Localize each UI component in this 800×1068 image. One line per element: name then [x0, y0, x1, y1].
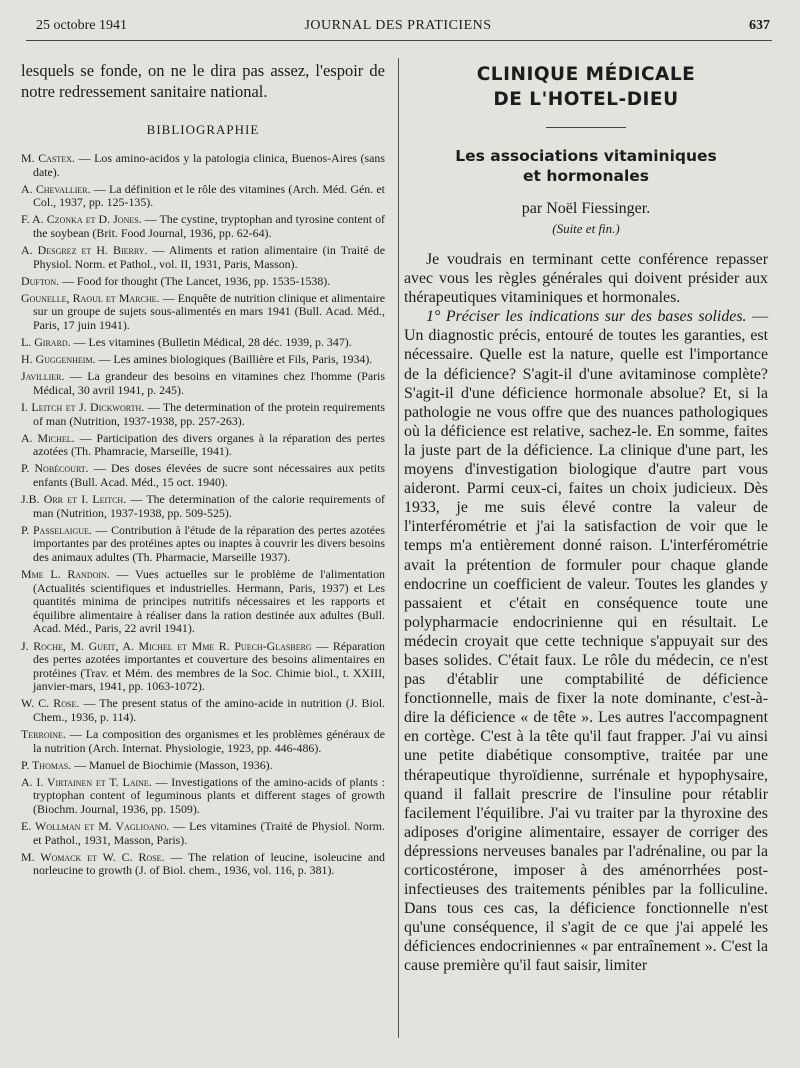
body-paragraph-1: Je voudrais en terminant cette conférence repasser avec vous les règles générales qui doivent présider aux thérapeutiques vitaminiques et hormonales.: [404, 251, 768, 307]
entry-text: — Investigations of the amino-acids of plants : tryptophan content of leguminous plants et different stages of growth (Biochm. Journal, 1936, pp. 1509).: [33, 774, 385, 817]
section-title-line1: CLINIQUE MÉDICALE: [476, 64, 696, 85]
bibliography-entry: [21, 493, 385, 520]
entry-author: Dufton.: [21, 273, 60, 288]
entry-author: A. Michel.: [21, 430, 75, 445]
bibliography-entry: [21, 336, 385, 350]
entry-text: — Los amino-acidos y la patologia clinica, Buenos-Aires (sans date).: [33, 151, 385, 179]
entry-text: — Participation des divers organes à la réparation des pertes azotées (Th. Phamracie, Marseille, 1941).: [33, 430, 385, 459]
entry-text: — Les vitamines (Bulletin Médical, 28 déc. 1939, p. 347).: [70, 335, 352, 350]
entry-author: Mme L. Randoin.: [21, 567, 110, 582]
entry-text: — Aliments et ration alimentaire (in Traité de Physiol. Norm. et Pathol., vol. II, 1931, Paris, Masson).: [33, 243, 386, 271]
journal-title: JOURNAL DES PRATICIENS: [304, 18, 492, 33]
bibliography-entry: [21, 568, 385, 636]
bibliography-entry: [21, 370, 385, 397]
entry-text: — La grandeur des besoins en vitamines chez l'homme (Paris Médical, 30 avril 1941, p. 245).: [33, 369, 385, 397]
entry-text: — The present status of the amino-acide in nutrition (J. Biol. Chem., 1936, p. 114).: [33, 696, 385, 724]
bibliography-entry: [21, 292, 385, 333]
entry-author: L. Girard.: [21, 335, 71, 350]
entry-author: J.B. Orr et I. Leitch.: [21, 492, 127, 507]
issue-date: 25 octobre 1941: [36, 18, 127, 33]
body-paragraph-2: [404, 307, 768, 975]
entry-author: F. A. Czonka et D. Jones.: [21, 212, 142, 227]
bibliography-entry: [21, 462, 385, 489]
entry-author: P. Nobécourt.: [21, 461, 89, 476]
bibliography-title: BIBLIOGRAPHIE: [146, 122, 260, 137]
entry-text: — La définition et le rôle des vitamines (Arch. Méd. Gén. et Col., 1937, pp. 125-135).: [33, 181, 385, 210]
entry-text: — Vues actuelles sur le problème de l'alimentation (Actualités scientifiques et industrielles. Hermann, Paris, 1937) et Les quantités minima de principes nutritifs nécessaires et les rapports et équilibre alimentaire à réaliser dans la ration destinée aux adultes (Bull. Acad. Méd., Paris, 22 avril 1941).: [33, 567, 385, 636]
entry-author: H. Guggenheim.: [21, 352, 96, 367]
bibliography-entry: [21, 524, 385, 565]
entry-author: Gounelle, Raoul et Marche.: [21, 290, 160, 305]
section-title-line2: DE L'HOTEL-DIEU: [493, 89, 679, 110]
entry-author: A. Desgrez et H. Bierry.: [21, 243, 148, 258]
entry-author: E. Wollman et M. Vaglioano.: [21, 819, 170, 834]
bibliography-entry: [21, 244, 385, 271]
article-title-line2: et hormonales: [523, 167, 649, 185]
entry-text: — The relation of leucine, isoleucine and norleucine to growth (J. of Biol. chem., 1936, vol. 116, p. 381).: [33, 849, 386, 878]
bibliography-entry: [21, 353, 385, 367]
entry-text: — Food for thought (The Lancet, 1936, pp. 1535-1538).: [59, 273, 331, 288]
bibliography-entry: [21, 759, 385, 773]
continuation-note: (Suite et fin.): [552, 221, 620, 236]
bibliography-entry: [21, 776, 385, 817]
entry-text: — The determination of the calorie requirements of man (Nutrition, 1937-1938, pp. 509-525).: [33, 492, 385, 520]
bibliography-entry: [21, 183, 385, 210]
right-column: [404, 62, 768, 976]
entry-text: — Les vitamines (Traité de Physiol. Norm. et Pathol., 1931, Masson, Paris).: [33, 819, 386, 847]
entry-text: — Des doses élevées de sucre sont nécessaires aux petits enfants (Bull. Acad. Méd., 15 oct. 1940).: [33, 461, 386, 489]
bibliography-entry: [21, 401, 385, 428]
running-header: [26, 14, 770, 40]
column-divider: [398, 58, 399, 1038]
bibliography-entry: [21, 432, 385, 459]
entry-author: Terroine.: [21, 727, 66, 742]
bibliography-entry: [21, 820, 385, 847]
page-number: 637: [749, 18, 770, 33]
entry-text: — The determination of the protein requirements of man (Nutrition, 1937-1938, pp. 257-263).: [33, 400, 385, 428]
entry-author: I. Leitch et J. Dickworth.: [21, 400, 145, 414]
bibliography-entry: [21, 851, 385, 878]
entry-text: — The cystine, tryptophan and tyrosine content of the soybean (Brit. Food Journal, 1936, pp. 62-64).: [33, 212, 385, 240]
entry-author: A. Chevallier.: [21, 181, 91, 196]
article-title-line1: Les associations vitaminiques: [455, 147, 717, 165]
entry-text: — Réparation des pertes azotées importantes et couverture des besoins alimentaires en protéines (Trav. et Mém. des membres de la Soc. Chimie biol., t. XXIII, janvier-mars, 1941, pp. 1063-1072).: [33, 638, 385, 694]
entry-author: P. Passelaigue.: [21, 522, 92, 537]
entry-author: M. Castex.: [21, 151, 75, 165]
paragraph-text: — Un diagnostic précis, entouré de toutes les garanties, est nécessaire. Quelle est la nature, quelle est l'importance de la déficience? S'agit-il d'une avitaminose complète? S'agit-il d'une déficience hormonale absolue? Et, si la pathologie ne vous offre que des nuances pathologiques où la déficience est relative, sachez-le. En somme, faites la juste part de la déficience. La clinique d'une part, les moyens d'investigation biologique d'autre part vous aideront. Parmi ceux-ci, faites un choix judicieux. Dès 1933, je me suis élevé contre la valeur de l'interférométrie et j'ai la satisfaction de voir que le temps m'a entièrement donné raison. L'interférométrie avait la prétention de formuler pour chaque glande endocrine un coefficient de valeur. Toutes les glandes y passaient et c'était en conséquence toute une polypharmacie endocrinienne qui en résultait. Le médecin croyait que cette technique s'appuyait sur des bases solides. C'était faux. Le rôle du médecin, ce n'est pas d'établir une comptabilité de déficience fonctionnelle, mais de fixer la note dominante, c'est-à-dire la déficience « de tête ». Les autres l'accompagnent en cortège. C'est à la tête qu'il faut frapper. J'ai vu ainsi une petite diabétique consomptive, traitée par une thérapeutique thyroïdienne, surrénale et hypophysaire, quand il fallait prescrire de l'insuline pour rétablir facilement l'équilibre. J'ai vu traiter par la thyroxine des adiposes d'origine alimentaire, essayer de corriger des dépressions nerveuses banales par l'adrénaline, ou par la corticostérone, imposer à des aménorrhées post-infectieuses des traitements pénibles par la folliculine. Dans tous ces cas, la déficience fonctionnelle n'est qu'une conséquence, il s'agit de ce que j'ai appelé les déficiences endocriniennes « par entraînement ». C'est la cause première qu'il faut saisir, limiter: [404, 308, 768, 975]
bibliography-entry: [21, 213, 385, 240]
entry-author: A. I. Virtainen et T. Laine.: [21, 774, 152, 789]
intro-paragraph: lesquels se fonde, on ne le dira pas assez, l'espoir de notre redressement sanitaire national.: [21, 61, 385, 101]
entry-author: P. Thomas.: [21, 757, 72, 772]
bibliography-list: [21, 152, 385, 878]
entry-text: — Manuel de Biochimie (Masson, 1936).: [71, 757, 273, 772]
entry-author: J. Roche, M. Gueit, A. Michel et Mme R. Puech-Glasberg: [21, 638, 312, 653]
article-body: [404, 250, 768, 976]
bibliography-entry: [21, 697, 385, 724]
entry-author: Javillier.: [21, 369, 65, 384]
entry-text: — Enquête de nutrition clinique et alimentaire sur un groupe de sujets sous-alimentés en mars 1941 (Bull. Acad. Méd., Paris, 17 juin 1941).: [33, 290, 385, 333]
entry-author: M. Womack et W. C. Rose.: [21, 849, 165, 864]
bibliography-entry: [21, 152, 385, 179]
bibliography-entry: [21, 728, 385, 755]
article-author: par Noël Fiessinger.: [521, 200, 651, 217]
entry-author: W. C. Rose.: [21, 696, 80, 711]
bibliography-entry: [21, 275, 385, 289]
header-rule: [26, 40, 772, 41]
title-rule: [546, 127, 626, 128]
left-column: [21, 60, 385, 882]
entry-text: — Contribution à l'étude de la réparation des pertes azotées importantes par des protéines aptes ou inaptes à couvrir les divers besoins des animaux adultes (Th. Pharmacie, Marseille 1937).: [33, 522, 385, 564]
entry-text: — Les amines biologiques (Baillière et Fils, Paris, 1934).: [95, 352, 373, 367]
paragraph-lead: 1° Préciser les indications sur des bases solides.: [426, 308, 747, 326]
entry-text: — La composition des organismes et les problèmes généraux de la nutrition (Arch. Internat. Physiologie, 1923, pp. 446-486).: [33, 727, 385, 755]
bibliography-entry: [21, 640, 385, 694]
